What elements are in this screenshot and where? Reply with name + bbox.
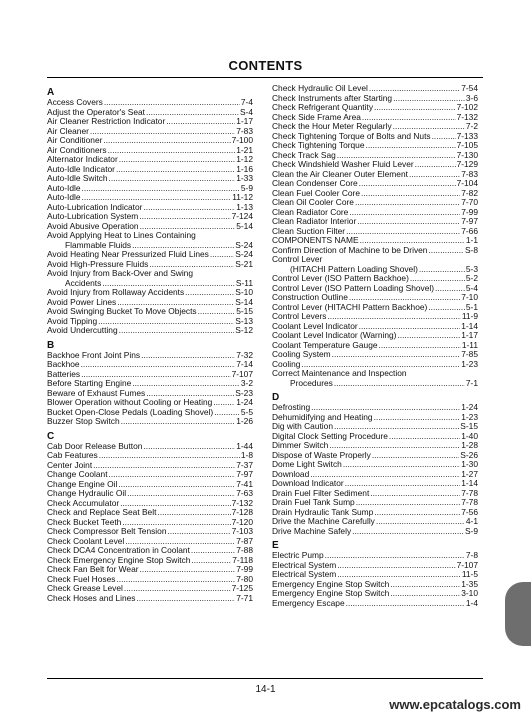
dot-leader xyxy=(119,326,235,336)
index-entry-title: Avoid Swinging Bucket To Move Objects xyxy=(47,306,197,316)
index-entry-title: Electrical System xyxy=(272,559,337,570)
index-entry-page: 1-13 xyxy=(236,201,253,212)
index-entry-page: S-11 xyxy=(235,277,253,288)
index-entry-title: Check Hydraulic Oil Level xyxy=(272,83,368,93)
index-entry-page: 5-5 xyxy=(240,406,253,417)
index-entry-title: Check Hoses and Lines xyxy=(47,592,136,603)
bottom-rule xyxy=(47,678,483,679)
dot-leader xyxy=(361,189,460,199)
index-entry-page: 3-6 xyxy=(465,92,478,103)
index-entry-page: 7-2 xyxy=(465,121,478,131)
index-entry[interactable] xyxy=(272,527,478,537)
index-entry-title: Electric Pump xyxy=(272,550,324,560)
index-entry-page: 1-17 xyxy=(236,116,253,126)
index-entry[interactable] xyxy=(272,599,478,609)
index-entry-title: Bucket Open-Close Pedals (Loading Shovel) xyxy=(47,406,214,417)
index-entry-title: Check Fuel Hoses xyxy=(47,573,116,584)
index-entry-title: Clean Oil Cooler Core xyxy=(272,197,354,207)
dot-leader xyxy=(428,303,465,313)
index-entry-page: 7-78 xyxy=(461,497,478,507)
index-entry-page: 7-107 xyxy=(231,368,253,379)
dot-leader xyxy=(103,136,230,146)
index-entry-title: Access Covers xyxy=(47,97,103,107)
top-rule xyxy=(47,77,483,78)
index-entry-page: 1-16 xyxy=(236,163,253,174)
index-entry-page: 7-124 xyxy=(231,211,253,221)
dot-leader xyxy=(352,527,464,537)
index-entry-page: 4-1 xyxy=(465,516,478,526)
index-entry-page: 5-9 xyxy=(240,182,253,193)
index-entry-title: Check DCA4 Concentration in Coolant xyxy=(47,545,190,555)
dot-leader xyxy=(109,174,236,184)
index-entry[interactable] xyxy=(47,417,253,427)
index-entry-page: S-15 xyxy=(460,421,478,431)
index-entry-page: 7-14 xyxy=(236,359,253,369)
index-entry-page: 1-21 xyxy=(236,144,253,155)
index-entry-page: 1-40 xyxy=(461,430,478,441)
dot-leader xyxy=(376,517,465,527)
index-entry-title: Dome Light Switch xyxy=(272,459,342,469)
dot-leader xyxy=(355,198,460,208)
index-entry-page: 7-97 xyxy=(461,216,478,226)
index-entry-title: Cooling xyxy=(272,358,301,369)
index-entry-title: Dehumidifying and Heating xyxy=(272,411,373,422)
index-entry-page: 5-14 xyxy=(236,220,253,231)
index-entry-title: Batteries xyxy=(47,368,81,379)
index-entry-title: Coolant Temperature Gauge xyxy=(272,339,378,350)
index-entry-page: 7-97 xyxy=(236,469,253,479)
index-entry-title: Backhoe xyxy=(47,359,80,369)
section-letter-heading: A xyxy=(47,87,55,98)
dot-leader xyxy=(141,351,235,361)
index-entry-title: Check Grease Level xyxy=(47,583,123,593)
index-entry-page: 7-133 xyxy=(456,130,478,141)
index-entry-title: Check Tightening Torque of Bolts and Nuts xyxy=(272,130,431,141)
dot-leader xyxy=(139,212,230,222)
index-entry-title: Download Indicator xyxy=(272,478,344,488)
index-entry-page: 7-82 xyxy=(461,187,478,198)
index-entry-page: 7-56 xyxy=(461,506,478,517)
index-entry-title: Construction Outline xyxy=(272,292,348,302)
index-entry-title: Backhoe Front Joint Pins xyxy=(47,349,141,360)
index-entry-page: S-24 xyxy=(235,249,253,259)
dot-leader xyxy=(346,227,460,237)
index-entry-title: Cab Features xyxy=(47,450,98,460)
section-letter-heading: C xyxy=(47,430,55,442)
dot-leader xyxy=(357,217,460,227)
dot-leader xyxy=(99,451,240,461)
index-entry-title: Check the Hour Meter Regularly xyxy=(272,121,392,131)
index-entry-page: 1-44 xyxy=(236,440,253,451)
dot-leader xyxy=(374,103,456,113)
index-entry-page: S-13 xyxy=(235,315,253,326)
index-entry-title: Avoid Applying Heat to Lines Containing xyxy=(47,230,196,240)
index-entry-title: Beware of Exhaust Fumes xyxy=(47,387,146,398)
index-entry-title: (HITACHI Pattern Loading Shovel) xyxy=(290,263,418,274)
dot-leader xyxy=(409,170,460,180)
index-entry-title: Change Hydraulic Oil xyxy=(47,488,127,498)
dot-leader xyxy=(325,551,465,561)
index-entry-page: 5-15 xyxy=(236,306,253,316)
index-entry-title: Dig with Caution xyxy=(272,421,333,431)
index-entry-title: Avoid Injury from Back-Over and Swing xyxy=(47,268,194,278)
index-entry-title: Center Joint xyxy=(47,459,93,470)
index-entry-page: 7-99 xyxy=(236,564,253,574)
index-entry-page: S-23 xyxy=(235,387,253,398)
dot-leader xyxy=(389,432,460,442)
index-entry-title: Coolant Level Indicator xyxy=(272,320,358,331)
index-entry-page: S-9 xyxy=(464,525,478,536)
dot-leader xyxy=(346,599,465,609)
index-entry-title: Dimmer Switch xyxy=(272,440,329,450)
index-entry-title: Flammable Fluids xyxy=(65,239,132,250)
index-entry-title: Confirm Direction of Machine to be Driven xyxy=(272,244,428,255)
index-entry-title: Correct Maintenance and Inspection xyxy=(272,368,407,378)
index-entry-title: Air Conditioners xyxy=(47,144,107,155)
index-entry-title: Cooling System xyxy=(272,349,331,359)
index-entry-page: 7-78 xyxy=(461,487,478,498)
index-entry-title: Procedures xyxy=(290,377,333,388)
index-entry-title: COMPONENTS NAME xyxy=(272,235,359,245)
index-entry-page: 7-80 xyxy=(236,573,253,584)
index-entry-title: Drain Fuel Tank Sump xyxy=(272,497,355,507)
index-entry-page: 7-105 xyxy=(456,140,478,150)
index-entry-page: S-12 xyxy=(235,325,253,335)
index-entry-page: 3-10 xyxy=(461,588,478,598)
index-entry-title: Clean Radiator Core xyxy=(272,206,349,217)
dot-leader xyxy=(98,317,234,327)
dot-leader xyxy=(213,398,235,408)
index-entry-page: 7-85 xyxy=(461,349,478,359)
index-entry-page: 11-12 xyxy=(232,192,253,202)
dot-leader xyxy=(136,594,235,604)
index-entry-page: 7-83 xyxy=(236,125,253,136)
index-entry-title: Auto-Lubrication System xyxy=(47,211,139,221)
index-entry-page: 1-23 xyxy=(461,411,478,422)
index-entry-title: Before Starting Engine xyxy=(47,378,132,388)
index-entry-page: 7-118 xyxy=(232,554,253,565)
index-entry-page: 7-107 xyxy=(456,559,478,570)
index-entry-title: Change Engine Oil xyxy=(47,478,118,489)
dot-leader xyxy=(81,360,236,370)
index-entry-page: 5-3 xyxy=(465,263,478,274)
index-entry-page: S-24 xyxy=(235,239,253,250)
index-entry-title: Alternator Indicator xyxy=(47,154,118,164)
dot-leader xyxy=(132,379,240,389)
index-entry[interactable] xyxy=(272,350,478,360)
dot-leader xyxy=(191,546,235,556)
dot-leader xyxy=(93,461,235,471)
dot-leader xyxy=(109,470,236,480)
dot-leader xyxy=(379,341,461,351)
index-entry-page: 7-100 xyxy=(231,135,253,145)
section-letter-heading: D xyxy=(272,392,280,403)
index-entry-title: Auto-Idle xyxy=(47,182,81,193)
index-entry-page: 1-17 xyxy=(461,330,478,340)
index-entry-title: Check Compressor Belt Tension xyxy=(47,526,167,536)
index-entry-title: Clean the Air Cleaner Outer Element xyxy=(272,168,408,179)
index-entry-page: 7-102 xyxy=(456,102,478,112)
index-entry-title: Emergency Engine Stop Switch xyxy=(272,578,390,589)
index-entry-title: Auto-Lubrication Indicator xyxy=(47,201,143,212)
dot-leader xyxy=(143,203,235,213)
index-entry-title: Control Lever (ISO Pattern Loading Shovel) xyxy=(272,282,435,293)
index-entry-page: 11-5 xyxy=(461,569,478,579)
dot-leader xyxy=(157,508,230,518)
dot-leader xyxy=(366,141,456,151)
index-entry-page: 7-71 xyxy=(236,592,253,603)
dot-leader xyxy=(374,508,460,518)
index-entry-page: 7-88 xyxy=(236,545,253,555)
index-entry-page: 11-9 xyxy=(461,311,478,321)
index-entry-title: Check Refrigerant Quantity xyxy=(272,102,374,112)
index-entry-title: Avoid Tipping xyxy=(47,315,98,326)
index-entry-page: 1-30 xyxy=(461,459,478,469)
dot-leader xyxy=(119,155,235,165)
index-entry-title: Control Lever (ISO Pattern Backhoe) xyxy=(272,273,409,283)
dot-leader xyxy=(397,331,460,341)
index-entry[interactable] xyxy=(272,379,478,389)
index-entry-title: Check Tightening Torque xyxy=(272,140,365,150)
index-entry-page: 7-41 xyxy=(236,478,253,489)
index-entry-page: 1-33 xyxy=(236,173,253,183)
dot-leader xyxy=(166,117,235,127)
index-entry-page: 7-32 xyxy=(236,349,253,360)
index-entry-page: 5-2 xyxy=(465,273,478,283)
index-entry-page: 1-27 xyxy=(461,468,478,479)
index-entry-title: Check Windshield Washer Fluid Lever xyxy=(272,159,414,169)
index-entry-title: Check Accumulator xyxy=(47,497,120,508)
index-entry-page: 7-4 xyxy=(240,97,253,107)
index-entry-page: 1-35 xyxy=(461,578,478,589)
dot-leader xyxy=(349,208,460,218)
dot-leader xyxy=(143,442,235,452)
section-letter-heading: B xyxy=(47,339,55,351)
index-entry-title: Check Instruments after Starting xyxy=(272,92,393,103)
dot-leader xyxy=(343,460,460,470)
dot-leader xyxy=(393,94,465,104)
dot-leader xyxy=(108,146,236,156)
index-entry-page: 1-26 xyxy=(236,416,253,426)
index-entry-page: 7-103 xyxy=(231,526,253,536)
index-entry-page: 7-129 xyxy=(456,159,478,169)
dot-leader xyxy=(116,165,235,175)
dot-leader xyxy=(372,451,459,461)
index-entry-page: S-14 xyxy=(235,296,253,307)
dot-leader xyxy=(337,561,455,571)
index-entry-page: 7-120 xyxy=(231,516,253,527)
index-entry-page: 7-37 xyxy=(236,459,253,470)
index-entry-page: 1-11 xyxy=(461,339,478,350)
index-entry-page: 1-8 xyxy=(240,450,253,460)
index-entry-page: 7-128 xyxy=(231,507,253,517)
dot-leader xyxy=(374,413,461,423)
index-entry-title: Coolant Level Indicator (Warning) xyxy=(272,330,397,340)
dot-leader xyxy=(415,160,456,170)
dot-leader xyxy=(90,127,235,137)
dot-leader xyxy=(185,288,234,298)
index-entry-title: Check Coolant Level xyxy=(47,535,125,546)
index-entry-title: Change Coolant xyxy=(47,469,108,479)
index-entry-title: Accidents xyxy=(65,277,102,288)
index-entry-page: 7-8 xyxy=(465,550,478,560)
index-entry-page: 7-87 xyxy=(236,535,253,546)
index-entry-title: Auto-Idle Indicator xyxy=(47,163,115,174)
index-entry-title: Electrical System xyxy=(272,569,337,579)
index-entry-page: 1-24 xyxy=(236,397,253,407)
index-entry-title: Check and Replace Seat Belt xyxy=(47,507,157,517)
index-entry-title: Control Lever (HITACHI Pattern Backhoe) xyxy=(272,301,428,312)
index-entry-title: Air Cleaner xyxy=(47,125,89,136)
index-entry-title: Air Cleaner Restriction Indicator xyxy=(47,116,166,126)
section-letter-heading: E xyxy=(272,540,279,551)
index-entry-title: Drain Hydraulic Tank Sump xyxy=(272,506,374,517)
index-entry-title: Auto-Idle Switch xyxy=(47,173,108,183)
dot-leader xyxy=(390,580,460,590)
index-entry-title: Control Levers xyxy=(272,311,327,321)
index-entry-page: S-8 xyxy=(464,244,478,255)
index-entry-page: S-21 xyxy=(235,258,253,269)
dot-leader xyxy=(198,307,236,317)
index-entry-title: Control Lever xyxy=(272,254,323,264)
index-entry-page: 7-66 xyxy=(461,225,478,236)
dot-leader xyxy=(191,556,231,566)
dot-leader xyxy=(359,179,456,189)
index-column-left xyxy=(47,84,253,603)
index-entry[interactable] xyxy=(47,594,253,604)
index-entry-title: Avoid High-Pressure Fluids xyxy=(47,258,149,269)
dot-leader xyxy=(419,265,465,275)
index-entry-page: 1-1 xyxy=(465,235,478,245)
index-entry-title: Avoid Heating Near Pressurized Fluid Lines xyxy=(47,249,209,259)
index-column-right xyxy=(272,84,478,608)
index-entry-title: Clean Condenser Core xyxy=(272,178,358,188)
index-entry-title: Air Conditioner xyxy=(47,135,103,145)
index-entry-page: 1-14 xyxy=(461,320,478,331)
index-entry-page: 3-2 xyxy=(240,378,253,388)
index-entry-page: 1-28 xyxy=(461,440,478,450)
index-entry[interactable] xyxy=(47,326,253,336)
index-entry-title: Defrosting xyxy=(272,402,311,412)
dot-leader xyxy=(116,575,235,585)
index-entry-title: Emergency Escape xyxy=(272,597,345,608)
index-entry-title: Digital Clock Setting Procedure xyxy=(272,430,388,441)
page-number: 14-1 xyxy=(255,684,276,695)
index-entry-page: 1-4 xyxy=(465,597,478,608)
index-entry-page: 7-99 xyxy=(461,206,478,217)
dot-leader xyxy=(167,527,230,537)
dot-leader xyxy=(334,379,465,389)
dot-leader xyxy=(121,417,236,427)
index-entry-title: Clean Radiator Interior xyxy=(272,216,357,226)
index-entry-page: 7-130 xyxy=(456,149,478,160)
page-title: CONTENTS xyxy=(228,58,303,73)
index-entry-title: Clean Suction Filter xyxy=(272,225,346,236)
index-entry-title: Check Fan Belt for Wear xyxy=(47,564,139,574)
dot-leader xyxy=(210,250,234,260)
dot-leader xyxy=(140,565,236,575)
index-entry-title: Cab Door Release Button xyxy=(47,440,143,451)
index-entry-page: 7-63 xyxy=(236,488,253,498)
index-entry-title: Adjust the Operator's Seat xyxy=(47,106,145,117)
index-entry-page: 7-104 xyxy=(456,178,478,188)
index-entry-title: Check Emergency Engine Stop Switch xyxy=(47,554,191,565)
index-entry-title: Avoid Power Lines xyxy=(47,296,117,307)
index-entry-page: S-26 xyxy=(460,449,478,460)
index-entry-title: Check Side Frame Area xyxy=(272,111,361,122)
index-entry-title: Buzzer Stop Switch xyxy=(47,416,120,426)
index-entry-page: 7-10 xyxy=(461,292,478,302)
section-thumb-tab xyxy=(505,582,531,646)
dot-leader xyxy=(428,246,463,256)
index-entry-title: Check Bucket Teeth xyxy=(47,516,122,527)
index-entry-page: 7-132 xyxy=(231,497,253,508)
index-entry-title: Emergency Engine Stop Switch xyxy=(272,588,390,598)
index-entry-title: Check Track Sag xyxy=(272,149,336,160)
index-entry-title: Drain Fuel Filter Sediment xyxy=(272,487,370,498)
index-entry-page: 7-125 xyxy=(231,583,253,593)
index-entry-page: 1-23 xyxy=(461,358,478,369)
dot-leader xyxy=(370,489,460,499)
index-entry-title: Drive the Machine Carefully xyxy=(272,516,375,526)
watermark: www.epcatalogs.com xyxy=(389,697,521,712)
dot-leader xyxy=(432,132,456,142)
index-entry-title: Avoid Undercutting xyxy=(47,325,118,335)
index-entry-page: S-4 xyxy=(239,106,253,117)
index-entry-title: Avoid Injury from Rollaway Accidents xyxy=(47,287,185,297)
index-entry-title: Auto-Idle xyxy=(47,192,81,202)
dot-leader xyxy=(332,350,461,360)
index-entry-page: 5-4 xyxy=(465,282,478,293)
index-entry-title: Download xyxy=(272,468,310,479)
index-entry-page: 7-54 xyxy=(461,83,478,93)
dot-leader xyxy=(82,184,240,194)
dot-leader xyxy=(127,489,235,499)
index-entry-page: 5-1 xyxy=(465,301,478,312)
index-entry-page: S-10 xyxy=(235,287,253,297)
index-entry-title: Clean Fuel Cooler Core xyxy=(272,187,360,198)
index-entry-page: 1-12 xyxy=(236,154,253,164)
dot-leader xyxy=(390,589,460,599)
index-entry-page: 7-1 xyxy=(465,377,478,388)
dot-leader xyxy=(124,584,231,594)
index-entry-page: 1-14 xyxy=(461,478,478,488)
index-entry-title: Dispose of Waste Properly xyxy=(272,449,371,460)
index-entry-page: 1-24 xyxy=(461,402,478,412)
index-entry-title: Blower Operation without Cooling or Heating xyxy=(47,397,213,407)
index-entry-title: Drive Machine Safely xyxy=(272,525,352,536)
index-entry-page: 7-83 xyxy=(461,168,478,179)
dot-leader xyxy=(118,480,235,490)
index-entry-page: 7-132 xyxy=(456,111,478,122)
index-entry-page: 7-70 xyxy=(461,197,478,207)
index-entry-title: Avoid Abusive Operation xyxy=(47,220,139,231)
